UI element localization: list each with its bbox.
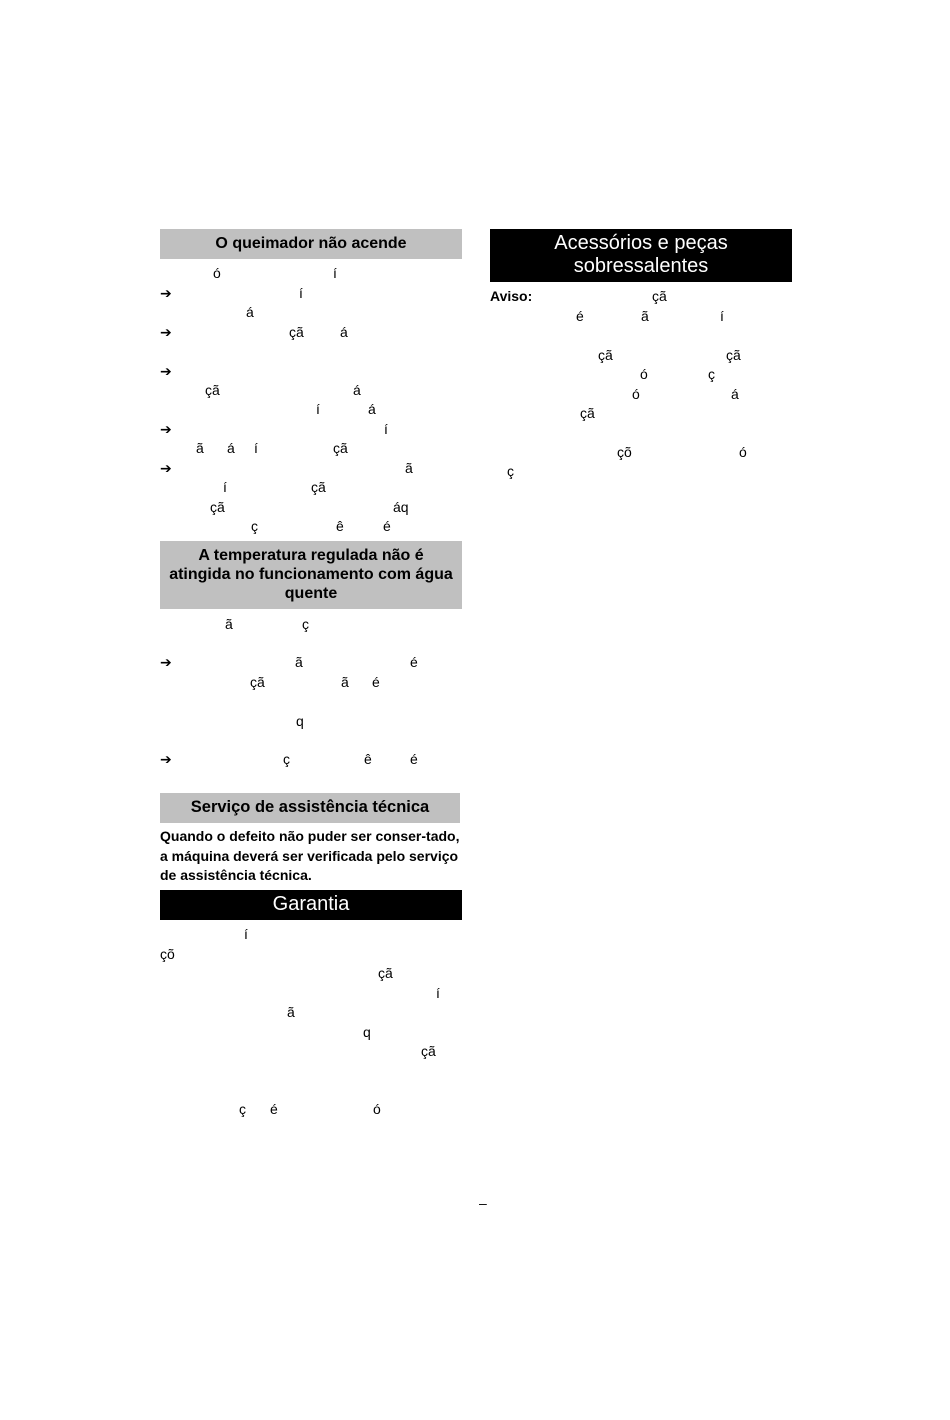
heading-temperature-not-reached: A temperatura regulada não é atingida no funcionamento com água quente <box>160 541 462 609</box>
text-fragment: á <box>731 386 739 402</box>
text-fragment: ã <box>225 616 233 632</box>
text-fragment: ç <box>251 518 258 534</box>
heading-warranty: Garantia <box>160 890 462 920</box>
text-fragment: çã <box>210 499 225 515</box>
text-fragment: í <box>254 440 258 456</box>
page-number-mark: – <box>479 1195 487 1211</box>
text-fragment: ó <box>373 1101 381 1117</box>
text-fragment: çõ <box>617 444 632 460</box>
text-fragment: ç <box>507 463 514 479</box>
text-fragment: é <box>410 654 418 670</box>
text-fragment: çã <box>580 405 595 421</box>
text-fragment: ó <box>632 386 640 402</box>
arrow-right-icon: ➔ <box>160 324 172 340</box>
text-fragment: ç <box>302 616 309 632</box>
text-fragment: í <box>223 479 227 495</box>
text-fragment: ã <box>295 654 303 670</box>
text-fragment: çã <box>289 324 304 340</box>
text-fragment: ó <box>640 366 648 382</box>
text-fragment: ã <box>641 308 649 324</box>
text-fragment: çã <box>311 479 326 495</box>
text-fragment: q <box>296 713 304 729</box>
text-fragment: ç <box>283 751 290 767</box>
text-fragment: çã <box>726 347 741 363</box>
text-fragment: í <box>299 285 303 301</box>
text-fragment: í <box>333 265 337 281</box>
text-fragment: í <box>316 401 320 417</box>
heading-technical-service: Serviço de assistência técnica <box>160 793 460 823</box>
text-fragment: çã <box>250 674 265 690</box>
notice-label: Aviso: <box>490 288 533 304</box>
arrow-right-icon: ➔ <box>160 460 172 476</box>
text-fragment: ã <box>341 674 349 690</box>
arrow-right-icon: ➔ <box>160 654 172 670</box>
text-fragment: é <box>410 751 418 767</box>
text-fragment: ê <box>364 751 372 767</box>
text-fragment: á <box>368 401 376 417</box>
text-fragment: ó <box>739 444 747 460</box>
text-fragment: çã <box>421 1043 436 1059</box>
text-fragment: á <box>340 324 348 340</box>
text-fragment: ç <box>239 1101 246 1117</box>
text-fragment: ê <box>336 518 344 534</box>
text-fragment: í <box>244 926 248 942</box>
heading-accessories-spare-parts: Acessórios e peças sobressalentes <box>490 229 792 282</box>
arrow-right-icon: ➔ <box>160 363 172 379</box>
heading-burner-not-lighting: O queimador não acende <box>160 229 462 259</box>
text-fragment: í <box>436 985 440 1001</box>
text-fragment: é <box>576 308 584 324</box>
text-fragment: é <box>383 518 391 534</box>
text-fragment: á <box>246 304 254 320</box>
text-fragment: q <box>363 1024 371 1040</box>
arrow-right-icon: ➔ <box>160 751 172 767</box>
text-fragment: çã <box>333 440 348 456</box>
text-fragment: é <box>270 1101 278 1117</box>
text-fragment: çõ <box>160 946 175 962</box>
text-fragment: çã <box>378 965 393 981</box>
text-fragment: á <box>353 382 361 398</box>
text-fragment: á <box>227 440 235 456</box>
arrow-right-icon: ➔ <box>160 285 172 301</box>
text-fragment: ã <box>196 440 204 456</box>
text-fragment: é <box>372 674 380 690</box>
text-fragment: ã <box>287 1004 295 1020</box>
arrow-right-icon: ➔ <box>160 421 172 437</box>
text-fragment: í <box>384 421 388 437</box>
text-fragment: çã <box>652 288 667 304</box>
text-fragment: çã <box>598 347 613 363</box>
text-fragment: ã <box>405 460 413 476</box>
technical-service-notice: Quando o defeito não puder ser conser-tado, a máquina deverá ser verificada pelo serviço de assistência técnica. <box>160 828 460 883</box>
text-fragment: ç <box>708 366 715 382</box>
text-fragment: í <box>720 308 724 324</box>
text-fragment: çã <box>205 382 220 398</box>
text-fragment: áq <box>393 499 409 515</box>
text-fragment: ó <box>213 265 221 281</box>
